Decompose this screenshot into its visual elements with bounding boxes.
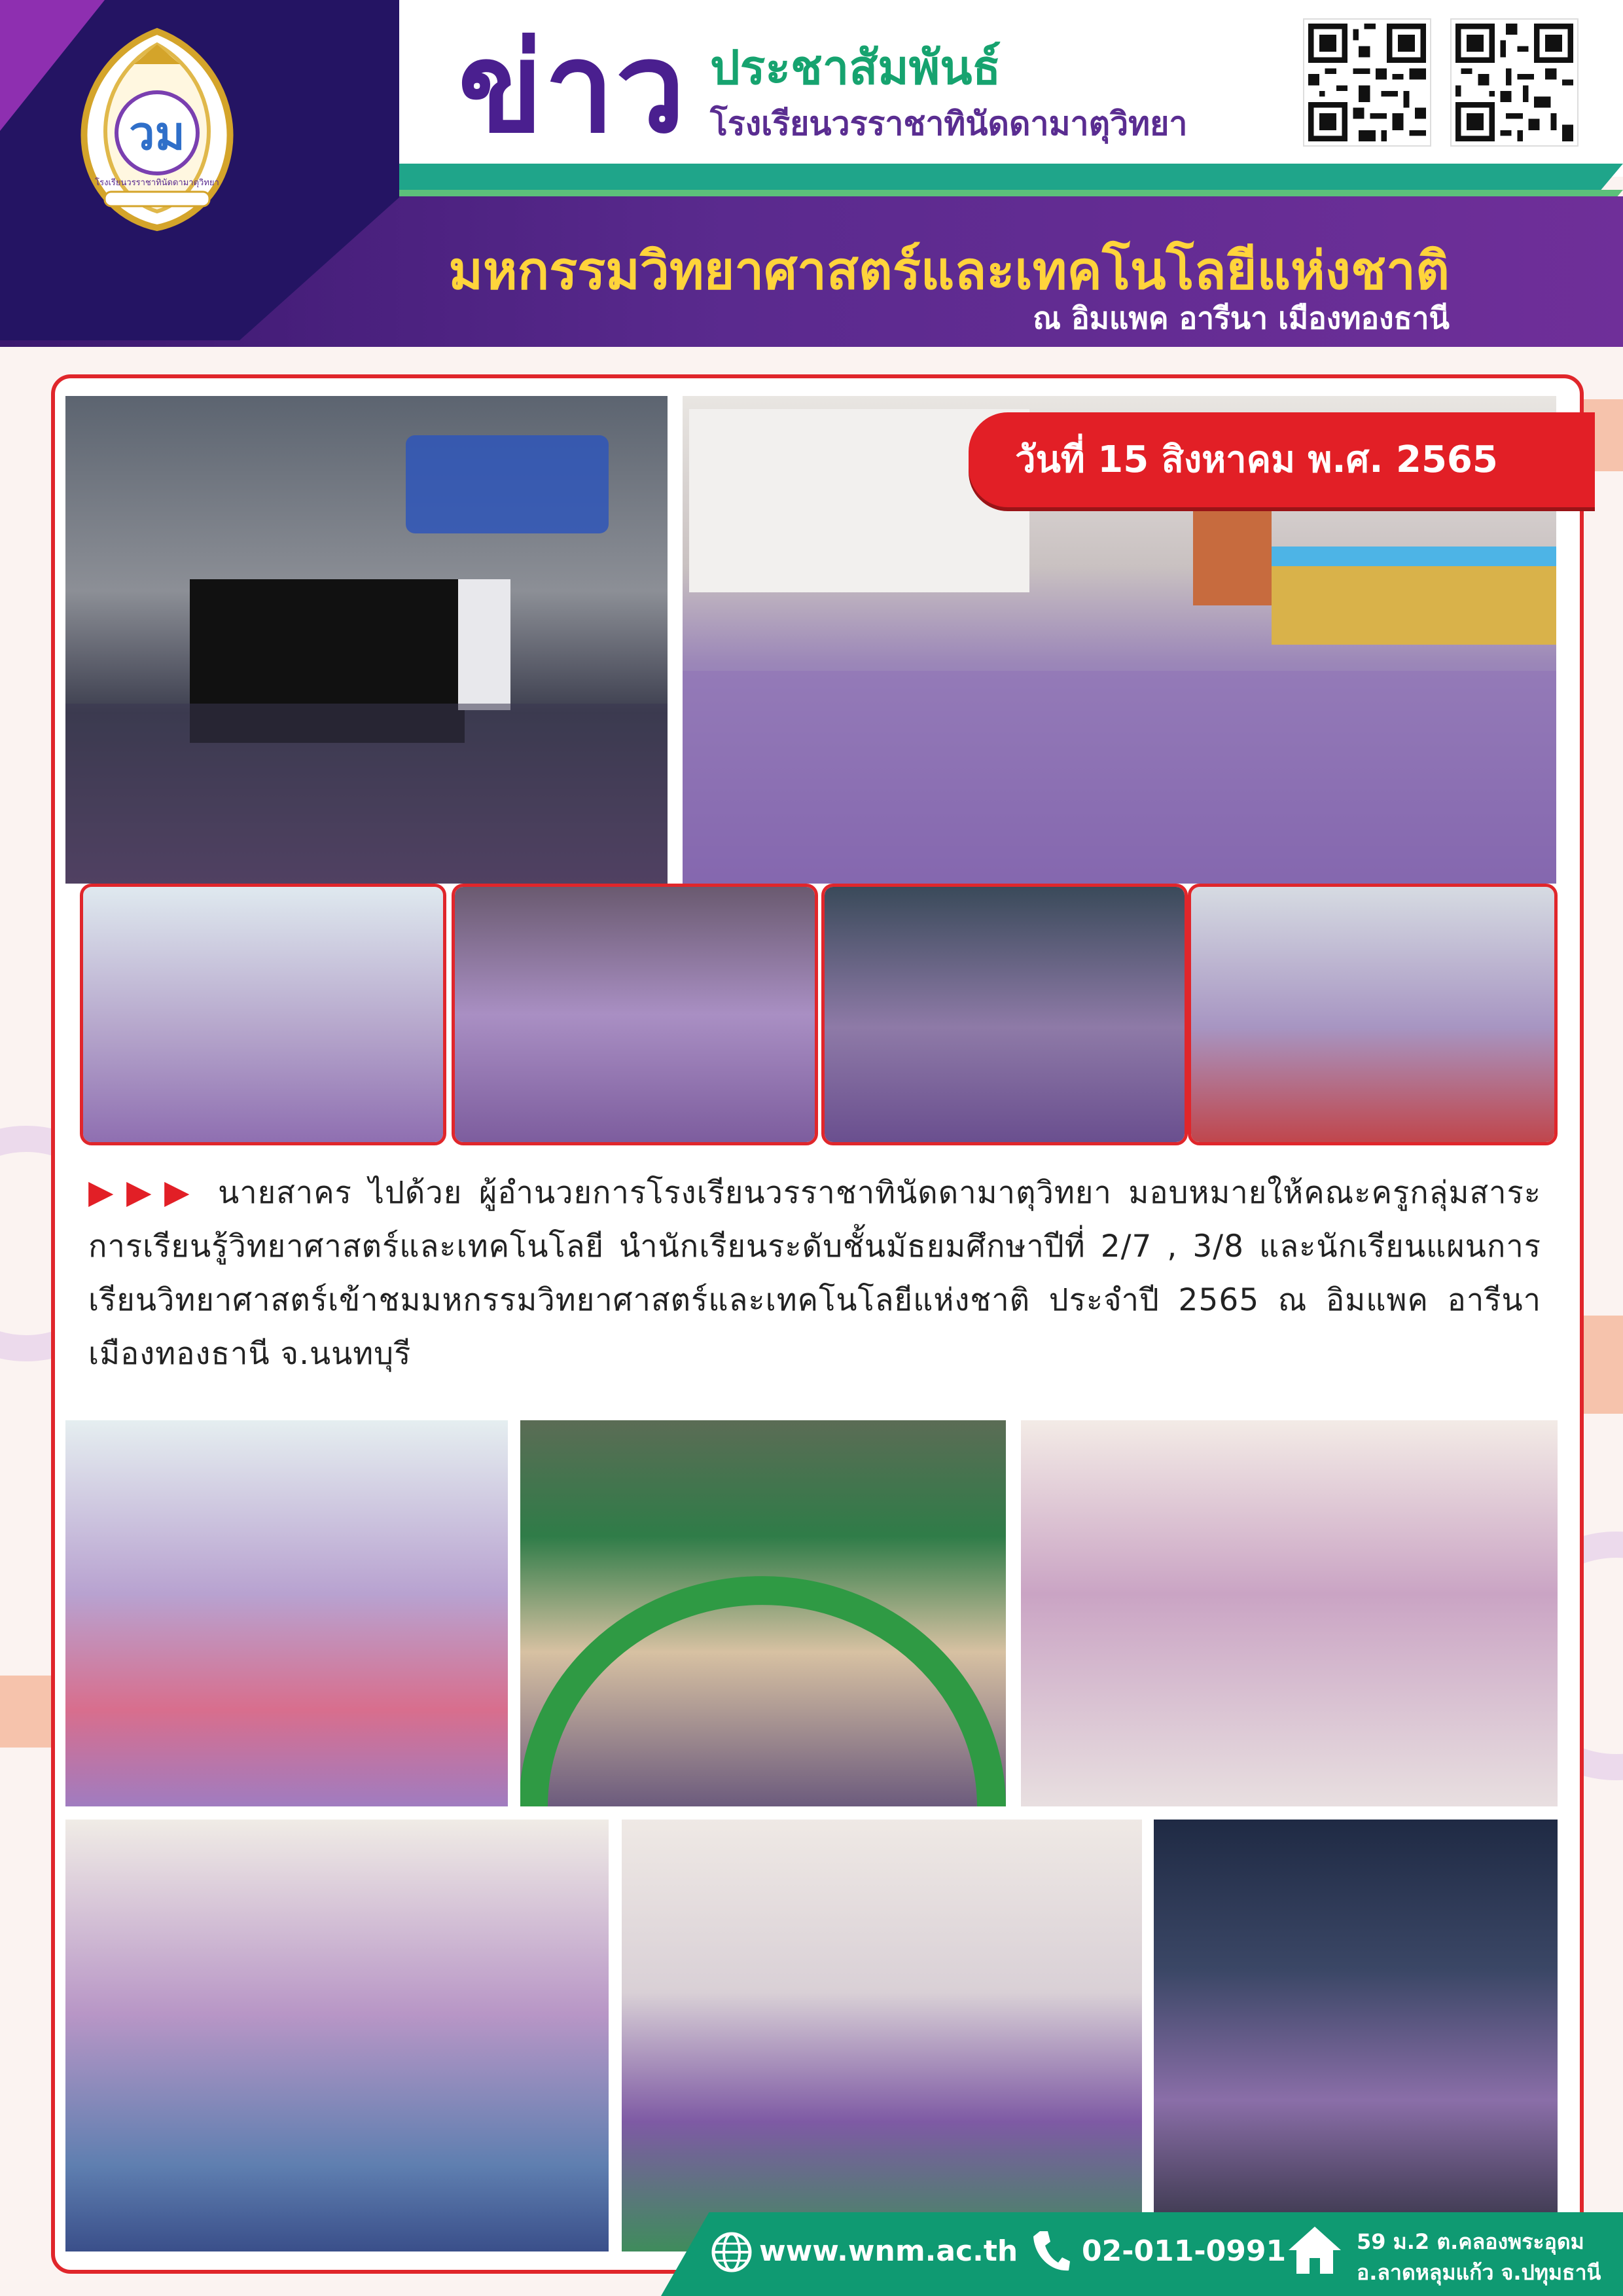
event-title: มหกรรมวิทยาศาสตร์และเทคโนโลยีแห่งชาติ [448,240,1450,301]
bullet-arrows: ▶▶▶ [88,1173,203,1211]
qr-code-icon[interactable] [1304,20,1430,145]
website-link[interactable]: www.wnm.ac.th [759,2234,1018,2268]
news-body [88,1165,1541,1381]
decor-block [0,1676,59,1748]
address-line-1: 59 ม.2 ต.คลองพระอุดม [1357,2229,1584,2254]
photo-lab-experiment [622,1820,1142,2251]
svg-text:วม: วม [129,107,185,160]
photo-ministry-booth [65,1420,508,1806]
photo-nst-fair-arch [520,1420,1006,1806]
phone-number[interactable]: 02-011-0991 [1082,2234,1287,2268]
address-line-2: อ.ลาดหลุมแก้ว จ.ปทุมธานี [1357,2260,1601,2285]
phone-icon [1031,2229,1071,2277]
photo-robot-booth [80,884,446,1145]
school-name: โรงเรียนวรราชาทินัดดามาตุวิทยา [710,105,1188,143]
photo-exhibition-stage [65,396,668,884]
photo-screen-display [1188,884,1558,1145]
photo-telescope-students [821,884,1188,1145]
photo-board-game [65,1820,609,2251]
qr-code-icon[interactable] [1452,20,1577,145]
header-teal-stripe [344,164,1623,190]
photo-painting-activity [1021,1420,1558,1806]
photo-dark-sky-telescope [1154,1820,1558,2251]
school-logo [65,25,249,234]
event-date: วันที่ 15 สิงหาคม พ.ศ. 2565 [1015,439,1498,481]
event-venue: ณ อิมแพค อารีนา เมืองทองธานี [1033,300,1450,336]
news-heading: ข่าว [458,16,687,160]
globe-icon [710,2231,753,2276]
logo-caption: โรงเรียนวรราชาทินัดดามาตุวิทยา [95,178,219,188]
pr-heading: ประชาสัมพันธ์ [710,40,1001,95]
news-body-text: นายสาคร ไปด้วย ผู้อำนวยการโรงเรียนวรราชาทินัดดามาตุวิทยา มอบหมายให้คณะครูกลุ่มสาระการเรียนรู้วิทยาศาสตร์และเทคโนโลยี นำนักเรียนระดับชั้นมัธยมศึกษาปีที่ 2/7 , 3/8 และนักเรียนแผนการเรียนวิทยาศาสตร์เข้าชมมหกรรมวิทยาศาสตร์และเทคโนโลยีแห่งชาติ ประจำปี 2565 ณ อิมแพค อารีนา เมืองทองธานี จ.นนทบุรี [88,1175,1542,1372]
photo-student-group [452,884,818,1145]
home-icon [1286,2224,1344,2279]
